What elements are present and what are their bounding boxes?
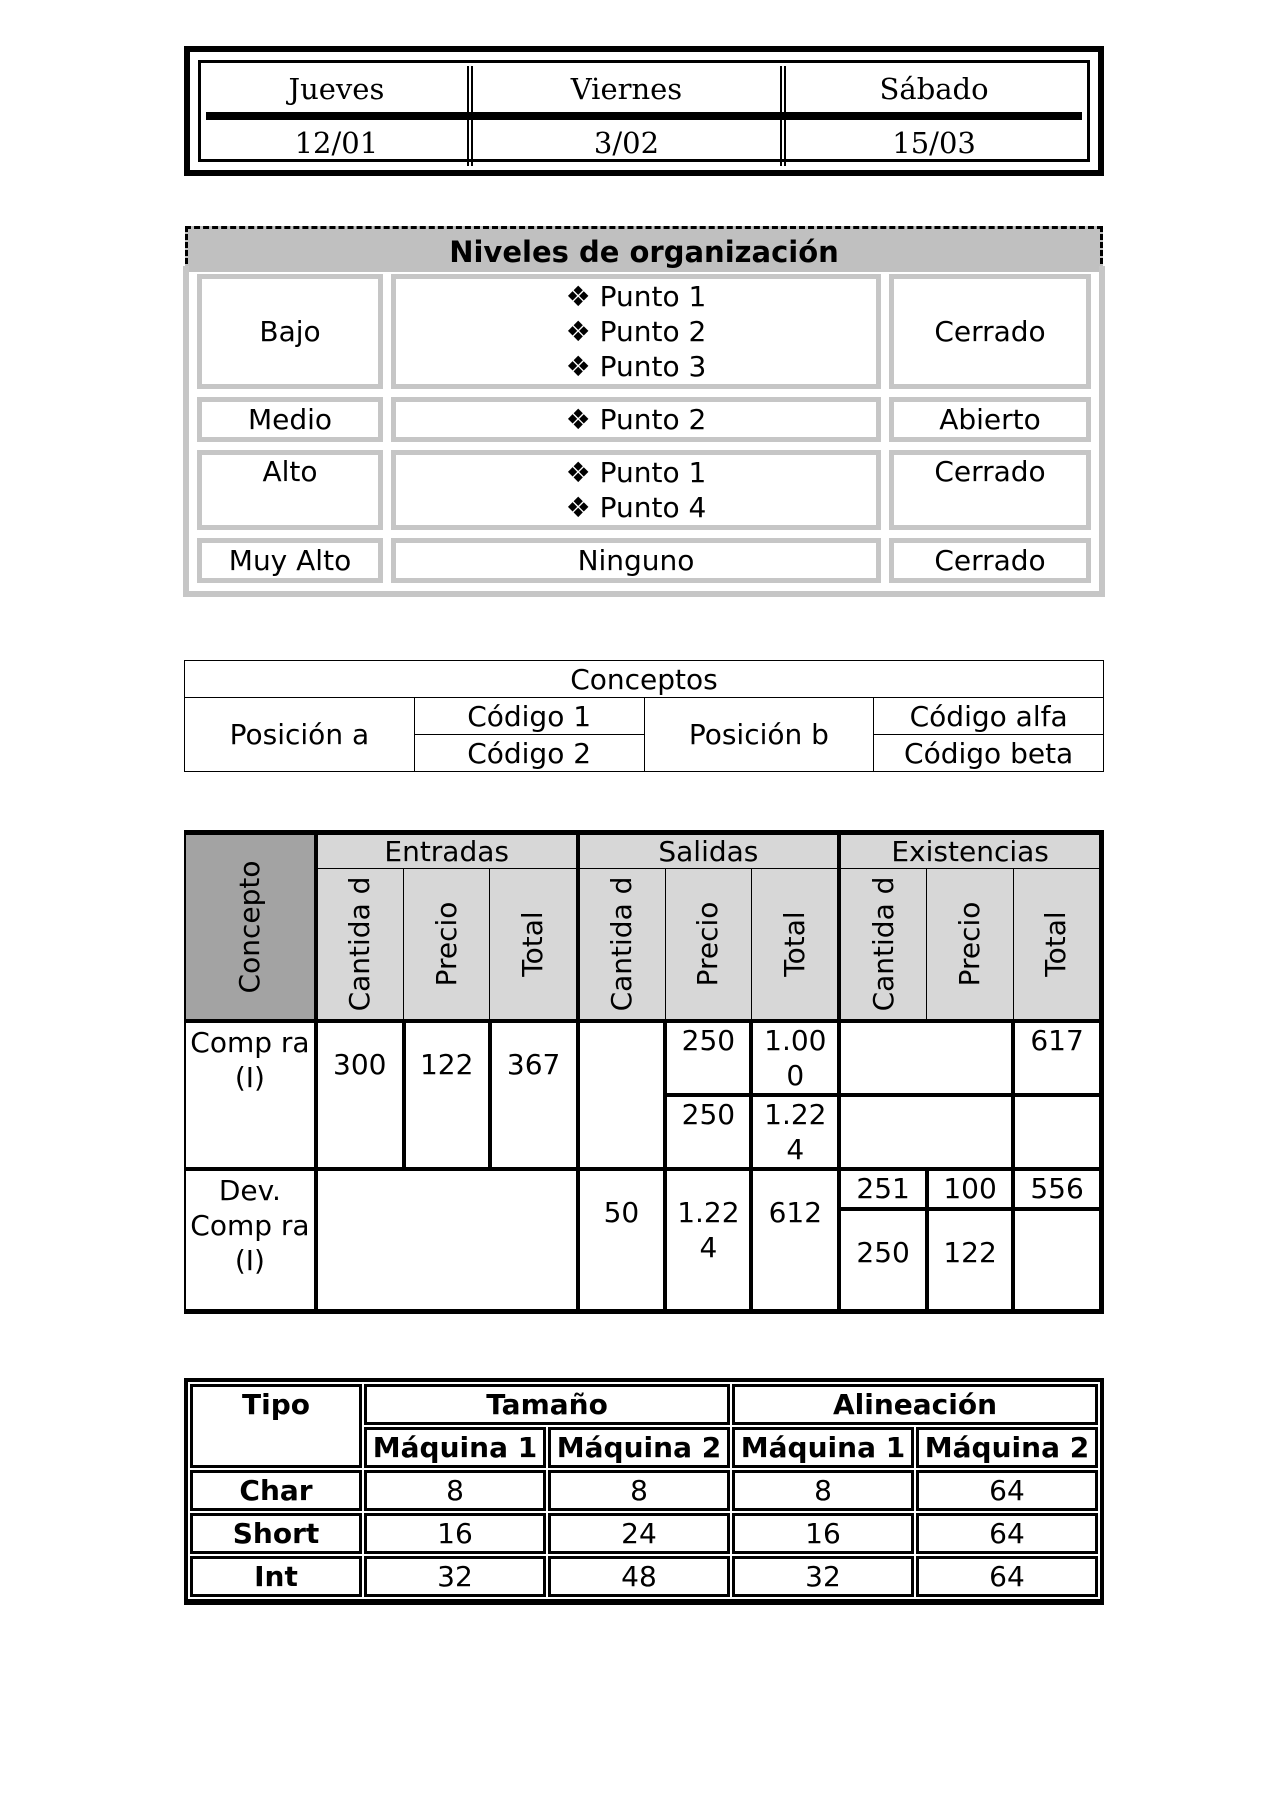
value-cell: 32 <box>364 1556 546 1597</box>
exist-precio: 100 <box>927 1169 1013 1209</box>
points-cell <box>391 538 881 583</box>
salidas-precio: 250 <box>665 1021 751 1095</box>
value-cell: 16 <box>364 1513 546 1554</box>
level-cell: Medio <box>197 397 383 442</box>
salidas-total: 1.22 4 <box>751 1095 839 1169</box>
sub-header: Precio <box>404 869 490 1022</box>
compra-precio: 122 <box>404 1021 490 1169</box>
compra-cantidad: 300 <box>316 1021 404 1169</box>
date-cell: 12/01 <box>206 116 470 166</box>
value-cell: 24 <box>548 1513 730 1554</box>
type-name: Short <box>190 1513 362 1554</box>
value-cell: 16 <box>732 1513 914 1554</box>
value-cell: 8 <box>364 1470 546 1511</box>
exist-cantidad: 251 <box>839 1169 927 1209</box>
point-item: Ninguno <box>577 544 695 577</box>
sub-header: Precio <box>665 869 751 1022</box>
points-cell <box>391 450 881 530</box>
point-item: ❖ Punto 2 <box>565 403 707 436</box>
dev-entradas-empty <box>316 1169 578 1311</box>
existencias-total-empty <box>1013 1095 1101 1169</box>
dates-table <box>184 46 1104 176</box>
day-cell: Jueves <box>206 66 470 116</box>
movimientos-table <box>184 830 1104 1314</box>
sub-header: Total <box>751 869 839 1022</box>
existencias-empty <box>839 1021 1013 1095</box>
value-cell: 32 <box>732 1556 914 1597</box>
level-cell: Bajo <box>197 274 383 389</box>
tamano-header: Tamaño <box>364 1384 730 1425</box>
value-cell: 8 <box>732 1470 914 1511</box>
sub-header: Total <box>490 869 578 1022</box>
status-cell: Cerrado <box>889 538 1091 583</box>
codigo-alfa: Código alfa <box>874 698 1104 735</box>
value-cell: 64 <box>916 1556 1098 1597</box>
sub-header: Cantida d <box>839 869 927 1022</box>
level-cell: Alto <box>197 450 383 530</box>
existencias-total: 617 <box>1013 1021 1101 1095</box>
point-item: ❖ Punto 4 <box>565 491 707 524</box>
group-header: Entradas <box>316 833 578 869</box>
posicion-b: Posición b <box>644 698 874 772</box>
maquina-header: Máquina 1 <box>364 1427 546 1468</box>
status-cell: Abierto <box>889 397 1091 442</box>
exist-cantidad: 250 <box>839 1209 927 1311</box>
date-cell: 15/03 <box>892 126 976 160</box>
maquina-header: Máquina 2 <box>916 1427 1098 1468</box>
status-cell: Cerrado <box>889 450 1091 530</box>
conceptos-title: Conceptos <box>185 661 1104 698</box>
compra-salidas-empty <box>578 1021 666 1169</box>
niveles-title: Niveles de organización <box>185 226 1103 272</box>
concepto-header: Concepto <box>185 833 316 1022</box>
compra-total: 367 <box>490 1021 578 1169</box>
point-item: ❖ Punto 3 <box>565 350 707 383</box>
dev-precio: 1.22 4 <box>665 1169 751 1311</box>
value-cell: 64 <box>916 1470 1098 1511</box>
point-item: ❖ Punto 1 <box>565 456 707 489</box>
maquina-header: Máquina 2 <box>548 1427 730 1468</box>
salidas-total: 1.00 0 <box>751 1021 839 1095</box>
points-cell <box>391 274 881 389</box>
codigo-2: Código 2 <box>414 735 644 772</box>
level-cell: Muy Alto <box>197 538 383 583</box>
value-cell: 64 <box>916 1513 1098 1554</box>
dev-label: Dev. Comp ra (I) <box>185 1169 316 1311</box>
existencias-empty <box>839 1095 1013 1169</box>
sub-header: Cantida d <box>578 869 666 1022</box>
alineacion-header: Alineación <box>732 1384 1098 1425</box>
point-item: ❖ Punto 1 <box>565 280 707 313</box>
sub-header: Total <box>1013 869 1101 1022</box>
group-header: Existencias <box>839 833 1101 869</box>
conceptos-table <box>184 660 1104 772</box>
type-name: Int <box>190 1556 362 1597</box>
compra-label: Comp ra (I) <box>185 1021 316 1169</box>
dev-total: 612 <box>751 1169 839 1311</box>
sub-header: Cantida d <box>316 869 404 1022</box>
day-cell: Sábado <box>783 66 1082 116</box>
sub-header: Precio <box>927 869 1013 1022</box>
tipos-table <box>184 1378 1104 1605</box>
codigo-beta: Código beta <box>874 735 1104 772</box>
value-cell: 48 <box>548 1556 730 1597</box>
day-cell: Viernes <box>470 66 783 116</box>
value-cell: 8 <box>548 1470 730 1511</box>
date-cell: 3/02 <box>470 116 783 166</box>
exist-total-empty <box>1013 1209 1101 1311</box>
point-item: ❖ Punto 2 <box>565 315 707 348</box>
points-cell <box>391 397 881 442</box>
exist-precio: 122 <box>927 1209 1013 1311</box>
status-cell: Cerrado <box>889 274 1091 389</box>
exist-total: 556 <box>1013 1169 1101 1209</box>
dev-cantidad: 50 <box>578 1169 666 1311</box>
posicion-a: Posición a <box>185 698 415 772</box>
maquina-header: Máquina 1 <box>732 1427 914 1468</box>
group-header: Salidas <box>578 833 840 869</box>
tipo-header: Tipo <box>190 1384 362 1468</box>
type-name: Char <box>190 1470 362 1511</box>
salidas-precio: 250 <box>665 1095 751 1169</box>
codigo-1: Código 1 <box>414 698 644 735</box>
niveles-table <box>183 226 1105 597</box>
